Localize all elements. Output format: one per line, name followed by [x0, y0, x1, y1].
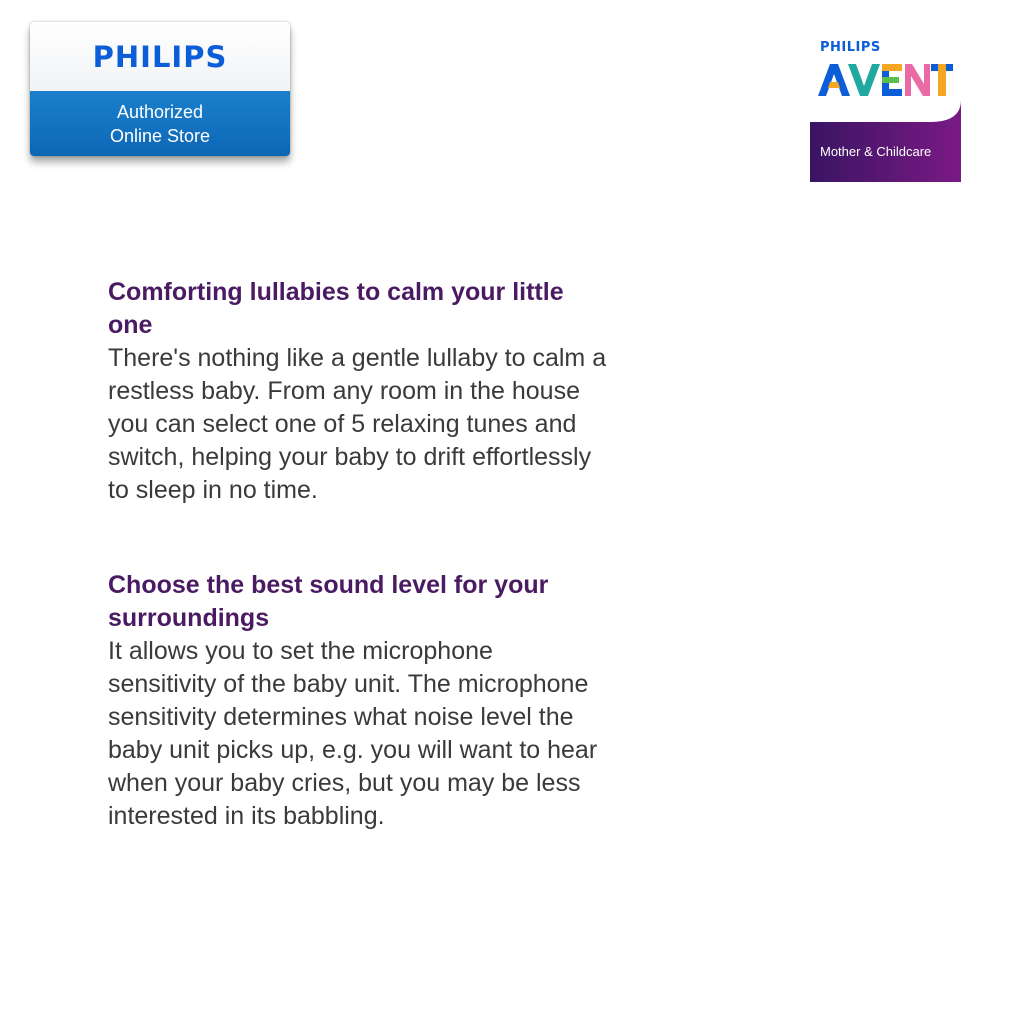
avent-wordmark-icon [818, 62, 953, 98]
feature-heading: Comforting lullabies to calm your little one [108, 278, 564, 339]
badge-line-2: Online Store [109, 125, 211, 146]
authorized-store-badge [30, 22, 290, 156]
feature-body: There's nothing like a gentle lullaby to calm a restless baby. From any room in the house you can select one of 5 relaxing tunes and switch, helping your baby to drift effortlessly to sleep in no time. [108, 344, 607, 504]
avent-logo [810, 40, 961, 182]
badge-caption-area [30, 91, 290, 156]
feature-content [108, 276, 608, 895]
avent-band-shape [810, 100, 961, 182]
feature-section-sound-level [108, 569, 608, 833]
avent-philips-text: PHILIPS [820, 40, 881, 55]
philips-brand-text: PHILIPS [92, 39, 228, 74]
feature-body: It allows you to set the microphone sensitivity of the baby unit. The microphone sensitivity determines what noise level the baby unit picks up, e.g. you will want to hear when your baby cries, but you may be less interested in its babbling. [108, 637, 598, 830]
badge-line-1: Authorized [116, 101, 204, 122]
feature-heading: Choose the best sound level for your surroundings [108, 571, 549, 632]
badge-brand-area [30, 22, 290, 91]
feature-section-lullabies [108, 276, 608, 507]
avent-tagline: Mother & Childcare [820, 144, 932, 159]
